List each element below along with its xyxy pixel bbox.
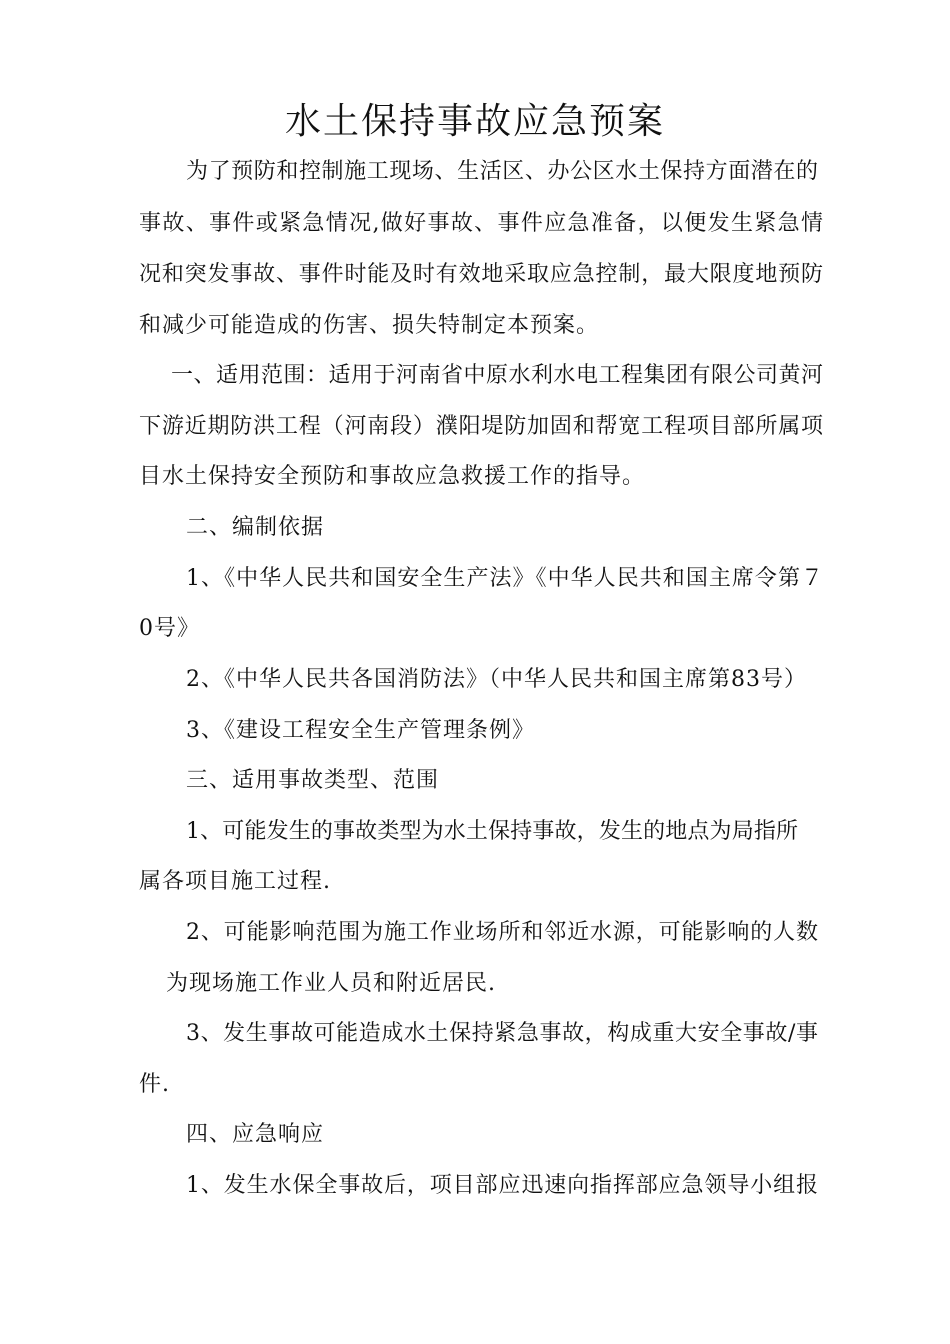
paragraph-line: 为了预防和控制施工现场、生活区、办公区水土保持方面潜在的 [186, 159, 818, 184]
section-heading: 三、适用事故类型、范围 [186, 768, 440, 793]
paragraph-line: 属各项目施工过程. [139, 869, 331, 894]
paragraph-line: 1、发生水保全事故后，项目部应迅速向指挥部应急领导小组报 [186, 1173, 818, 1198]
section-heading: 四、应急响应 [186, 1122, 325, 1147]
document-title: 水土保持事故应急预案 [284, 101, 665, 142]
paragraph-line: 件. [139, 1072, 170, 1097]
paragraph-line: 3、发生事故可能造成水土保持紧急事故，构成重大安全事故/事 [186, 1021, 818, 1046]
paragraph-line: 况和突发事故、事件时能及时有效地采取应急控制，最大限度地预防 [139, 262, 823, 287]
paragraph-line: 目水土保持安全预防和事故应急救援工作的指导。 [139, 464, 646, 489]
paragraph-line: 0号》 [139, 616, 200, 641]
paragraph-line: 1、可能发生的事故类型为水土保持事故，发生的地点为局指所 [186, 819, 798, 844]
paragraph-line: 和减少可能造成的伤害、损失特制定本预案。 [139, 313, 600, 338]
paragraph-line: 1、《中华人民共和国安全生产法》《中华人民共和国主席令第７ [186, 566, 823, 591]
paragraph-line: 一、适用范围：适用于河南省中原水利水电工程集团有限公司黄河 [171, 363, 823, 388]
paragraph-line: 事故、事件或紧急情况,做好事故、事件应急准备，以便发生紧急情 [139, 211, 823, 236]
paragraph-line: 2、《中华人民共各国消防法》（中华人民共和国主席第83号） [186, 667, 807, 692]
paragraph-line: 下游近期防洪工程（河南段）濮阳堤防加固和帮宽工程项目部所属项 [139, 414, 823, 439]
paragraph-line: 3、《建设工程安全生产管理条例》 [186, 718, 535, 743]
section-heading: 二、编制依据 [186, 515, 325, 540]
paragraph-line: 为现场施工作业人员和附近居民. [166, 971, 496, 996]
paragraph-line: 2、可能影响范围为施工作业场所和邻近水源，可能影响的人数 [186, 920, 818, 945]
